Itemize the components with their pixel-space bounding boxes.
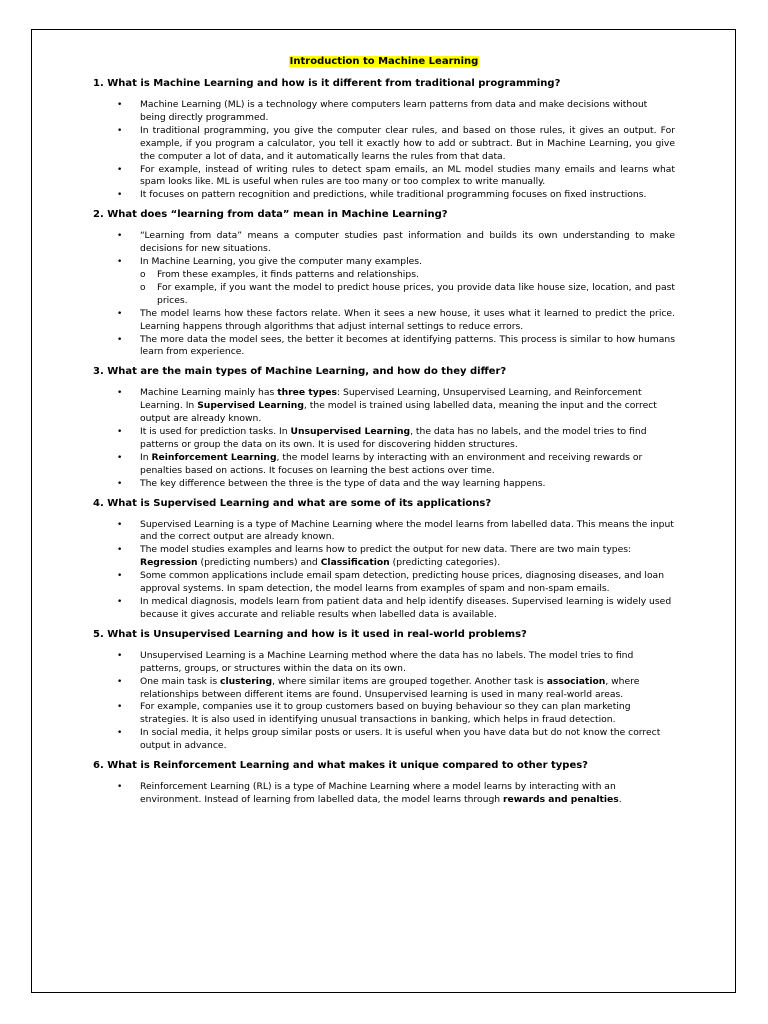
list-item	[93, 478, 675, 491]
list-item	[93, 519, 675, 545]
section-1	[93, 77, 675, 202]
list-item-text: The more data the model sees, the better it becomes at identifying patterns. This process is similar to how humans learn from experience.	[140, 333, 675, 358]
text-run: : Supervised Learning, Unsupervised Learning, and Reinforcement Learning. In	[140, 387, 642, 412]
bold-term: rewards and penalties	[503, 793, 619, 805]
list-item-text: Supervised Learning is a type of Machine Learning where the model learns from labelled data. This means the input and the correct output are already known.	[140, 518, 674, 543]
list-item-text: For example, instead of writing rules to detect spam emails, an ML model studies many emails and learns what spam looks like. ML is useful when rules are too many or too complex to write manually.	[140, 163, 675, 188]
document-page	[31, 29, 736, 993]
list-item	[93, 650, 675, 676]
title-row	[93, 52, 675, 69]
circle-bullet-icon: o	[140, 282, 146, 293]
list-item	[93, 452, 675, 478]
section-4	[93, 497, 675, 622]
document-title: Introduction to Machine Learning	[289, 56, 479, 67]
question-heading: 4. What is Supervised Learning and what are some of its applications?	[93, 497, 492, 509]
text-run: , the data has no labels, and the model tries to find patterns or group the data on its own. It is used for discovering hidden structures.	[140, 426, 647, 450]
text-run: (predicting numbers) and	[197, 557, 321, 569]
list-item	[93, 544, 675, 570]
bullet-icon: •	[117, 257, 123, 268]
bullet-icon: •	[117, 728, 123, 739]
list-item	[93, 256, 675, 308]
text-run: One main task is	[140, 675, 221, 687]
bullet-icon: •	[117, 650, 123, 661]
bold-term: clustering	[220, 675, 273, 687]
bullet-icon: •	[117, 571, 123, 582]
sub-list	[140, 269, 675, 308]
bullet-icon: •	[117, 231, 123, 242]
document-content	[93, 52, 675, 813]
bullet-icon: •	[117, 100, 123, 110]
list-item-text: It focuses on pattern recognition and predictions, while traditional programming focuses on fixed instructions.	[140, 189, 647, 201]
bullet-icon: •	[117, 545, 123, 556]
circle-bullet-icon: o	[140, 269, 146, 280]
list-item	[93, 334, 675, 360]
list-item-text: “Learning from data” means a computer studies past information and builds its own understanding to make decisions for new situations.	[140, 230, 675, 255]
bullet-icon: •	[117, 125, 123, 136]
bullet-list	[93, 387, 675, 490]
list-item	[93, 426, 675, 452]
list-item	[93, 701, 675, 727]
text-run: (predicting categories).	[389, 557, 501, 569]
list-item-text: In medical diagnosis, models learn from patient data and help identify diseases. Supervised learning is widely used because it gives accurate and reliable results when labelled data is available.	[140, 596, 672, 620]
list-item	[93, 164, 675, 190]
list-item	[93, 676, 675, 702]
sub-list-item	[140, 282, 675, 308]
text-run: In	[140, 451, 152, 463]
bullet-icon: •	[117, 164, 123, 175]
list-item	[93, 570, 675, 596]
list-item-text: The model learns how these factors relate. When it sees a new house, it uses what it learned to predict the price. Learning happens through algorithms that adjust internal settings to reduce errors.	[140, 307, 675, 332]
text-run: , the model is trained using labelled data, meaning the input and the correct output are already known.	[140, 400, 657, 425]
bold-term: Classification	[320, 557, 390, 569]
text-run: The model studies examples and learns how to predict the output for new data. There are two main types:	[140, 544, 632, 556]
bullet-icon: •	[117, 597, 123, 607]
question-heading: 3. What are the main types of Machine Learning, and how do they differ?	[93, 366, 507, 378]
bold-term: three types	[277, 387, 338, 399]
list-item	[93, 596, 675, 622]
list-item-text: The key difference between the three is the type of data and the way learning happens.	[140, 477, 546, 489]
bullet-icon: •	[117, 519, 123, 530]
question-heading: 1. What is Machine Learning and how is it different from traditional programming?	[93, 78, 561, 89]
bullet-icon: •	[117, 427, 123, 438]
bullet-icon: •	[117, 388, 123, 399]
question-heading: 5. What is Unsupervised Learning and how is it used in real-world problems?	[93, 628, 527, 640]
bullet-list	[93, 230, 675, 359]
text-run: It is used for prediction tasks. In	[140, 426, 291, 438]
list-item-text: Unsupervised Learning is a Machine Learning method where the data has no labels. The model tries to find patterns, groups, or structures within the data on its own.	[140, 649, 634, 674]
bold-term: Reinforcement Learning	[151, 451, 277, 463]
bullet-list	[93, 99, 675, 202]
list-item	[93, 99, 675, 125]
bold-term: Regression	[140, 557, 198, 569]
list-item-text: In social media, it helps group similar posts or users. It is useful when you have data but do not know the correct output in advance.	[140, 727, 661, 752]
bullet-list	[93, 519, 675, 622]
list-item-text: Machine Learning (ML) is a technology where computers learn patterns from data and make decisions without being directly programmed.	[140, 99, 648, 123]
bullet-icon: •	[117, 452, 123, 463]
section-3	[93, 365, 675, 490]
section-6	[93, 759, 675, 807]
bullet-icon: •	[117, 478, 123, 489]
list-item	[93, 230, 675, 256]
list-item-text: For example, companies use it to group customers based on buying behaviour so they can plan marketing strategies. It is also used in identifying unusual transactions in banking, which helps in fraud detection.	[140, 701, 631, 726]
list-item	[93, 781, 675, 807]
list-item-text: In Machine Learning, you give the computer many examples.	[140, 256, 422, 268]
list-item-text: In traditional programming, you give the computer clear rules, and based on those rules, it gives an output. For example, if you program a calculator, you tell it exactly how to add or subtract. But in Machine Learning, you give the computer a lot of data, and it automatically learns the rules from that data.	[140, 124, 675, 162]
question-heading: 2. What does “learning from data” mean in Machine Learning?	[93, 209, 448, 221]
bullet-list	[93, 781, 675, 807]
sub-list-item-text: For example, if you want the model to predict house prices, you provide data like house size, location, and past prices.	[157, 281, 675, 306]
text-run: Reinforcement Learning (RL) is a type of Machine Learning where a model learns by interacting with an environment. Instead of learning from labelled data, the model learns through	[140, 781, 616, 805]
bullet-icon: •	[117, 334, 123, 345]
bullet-list	[93, 650, 675, 753]
bullet-icon: •	[117, 308, 123, 319]
list-item	[93, 387, 675, 426]
sub-list-item-text: From these examples, it finds patterns and relationships.	[157, 268, 419, 280]
bullet-icon: •	[117, 190, 123, 201]
text-run: , where similar items are grouped together. Another task is	[272, 675, 547, 687]
text-run: , the model learns by interacting with an environment and receiving rewards or penalties based on actions. It focuses on learning the best actions over time.	[140, 451, 643, 476]
question-heading: 6. What is Reinforcement Learning and what makes it unique compared to other types?	[93, 760, 588, 772]
text-run: Machine Learning mainly has	[140, 387, 278, 399]
bullet-icon: •	[117, 702, 123, 713]
bold-term: Unsupervised Learning	[290, 426, 411, 438]
text-run: .	[618, 793, 622, 805]
section-2	[93, 208, 675, 359]
list-item	[93, 189, 675, 202]
list-item-text: Some common applications include email spam detection, predicting house prices, diagnosing diseases, and loan approval systems. In spam detection, the model learns from examples of spam and non-spam emails.	[140, 570, 665, 595]
list-item	[93, 308, 675, 334]
bullet-icon: •	[117, 676, 123, 687]
sub-list-item	[140, 269, 675, 282]
section-5	[93, 628, 675, 753]
list-item	[93, 727, 675, 753]
text-run: , where relationships between different items are found. Unsupervised learning is used in many real-world areas.	[140, 675, 640, 700]
bold-term: association	[546, 675, 606, 687]
bold-term: Supervised Learning	[197, 400, 304, 412]
bullet-icon: •	[117, 782, 123, 793]
list-item	[93, 125, 675, 164]
